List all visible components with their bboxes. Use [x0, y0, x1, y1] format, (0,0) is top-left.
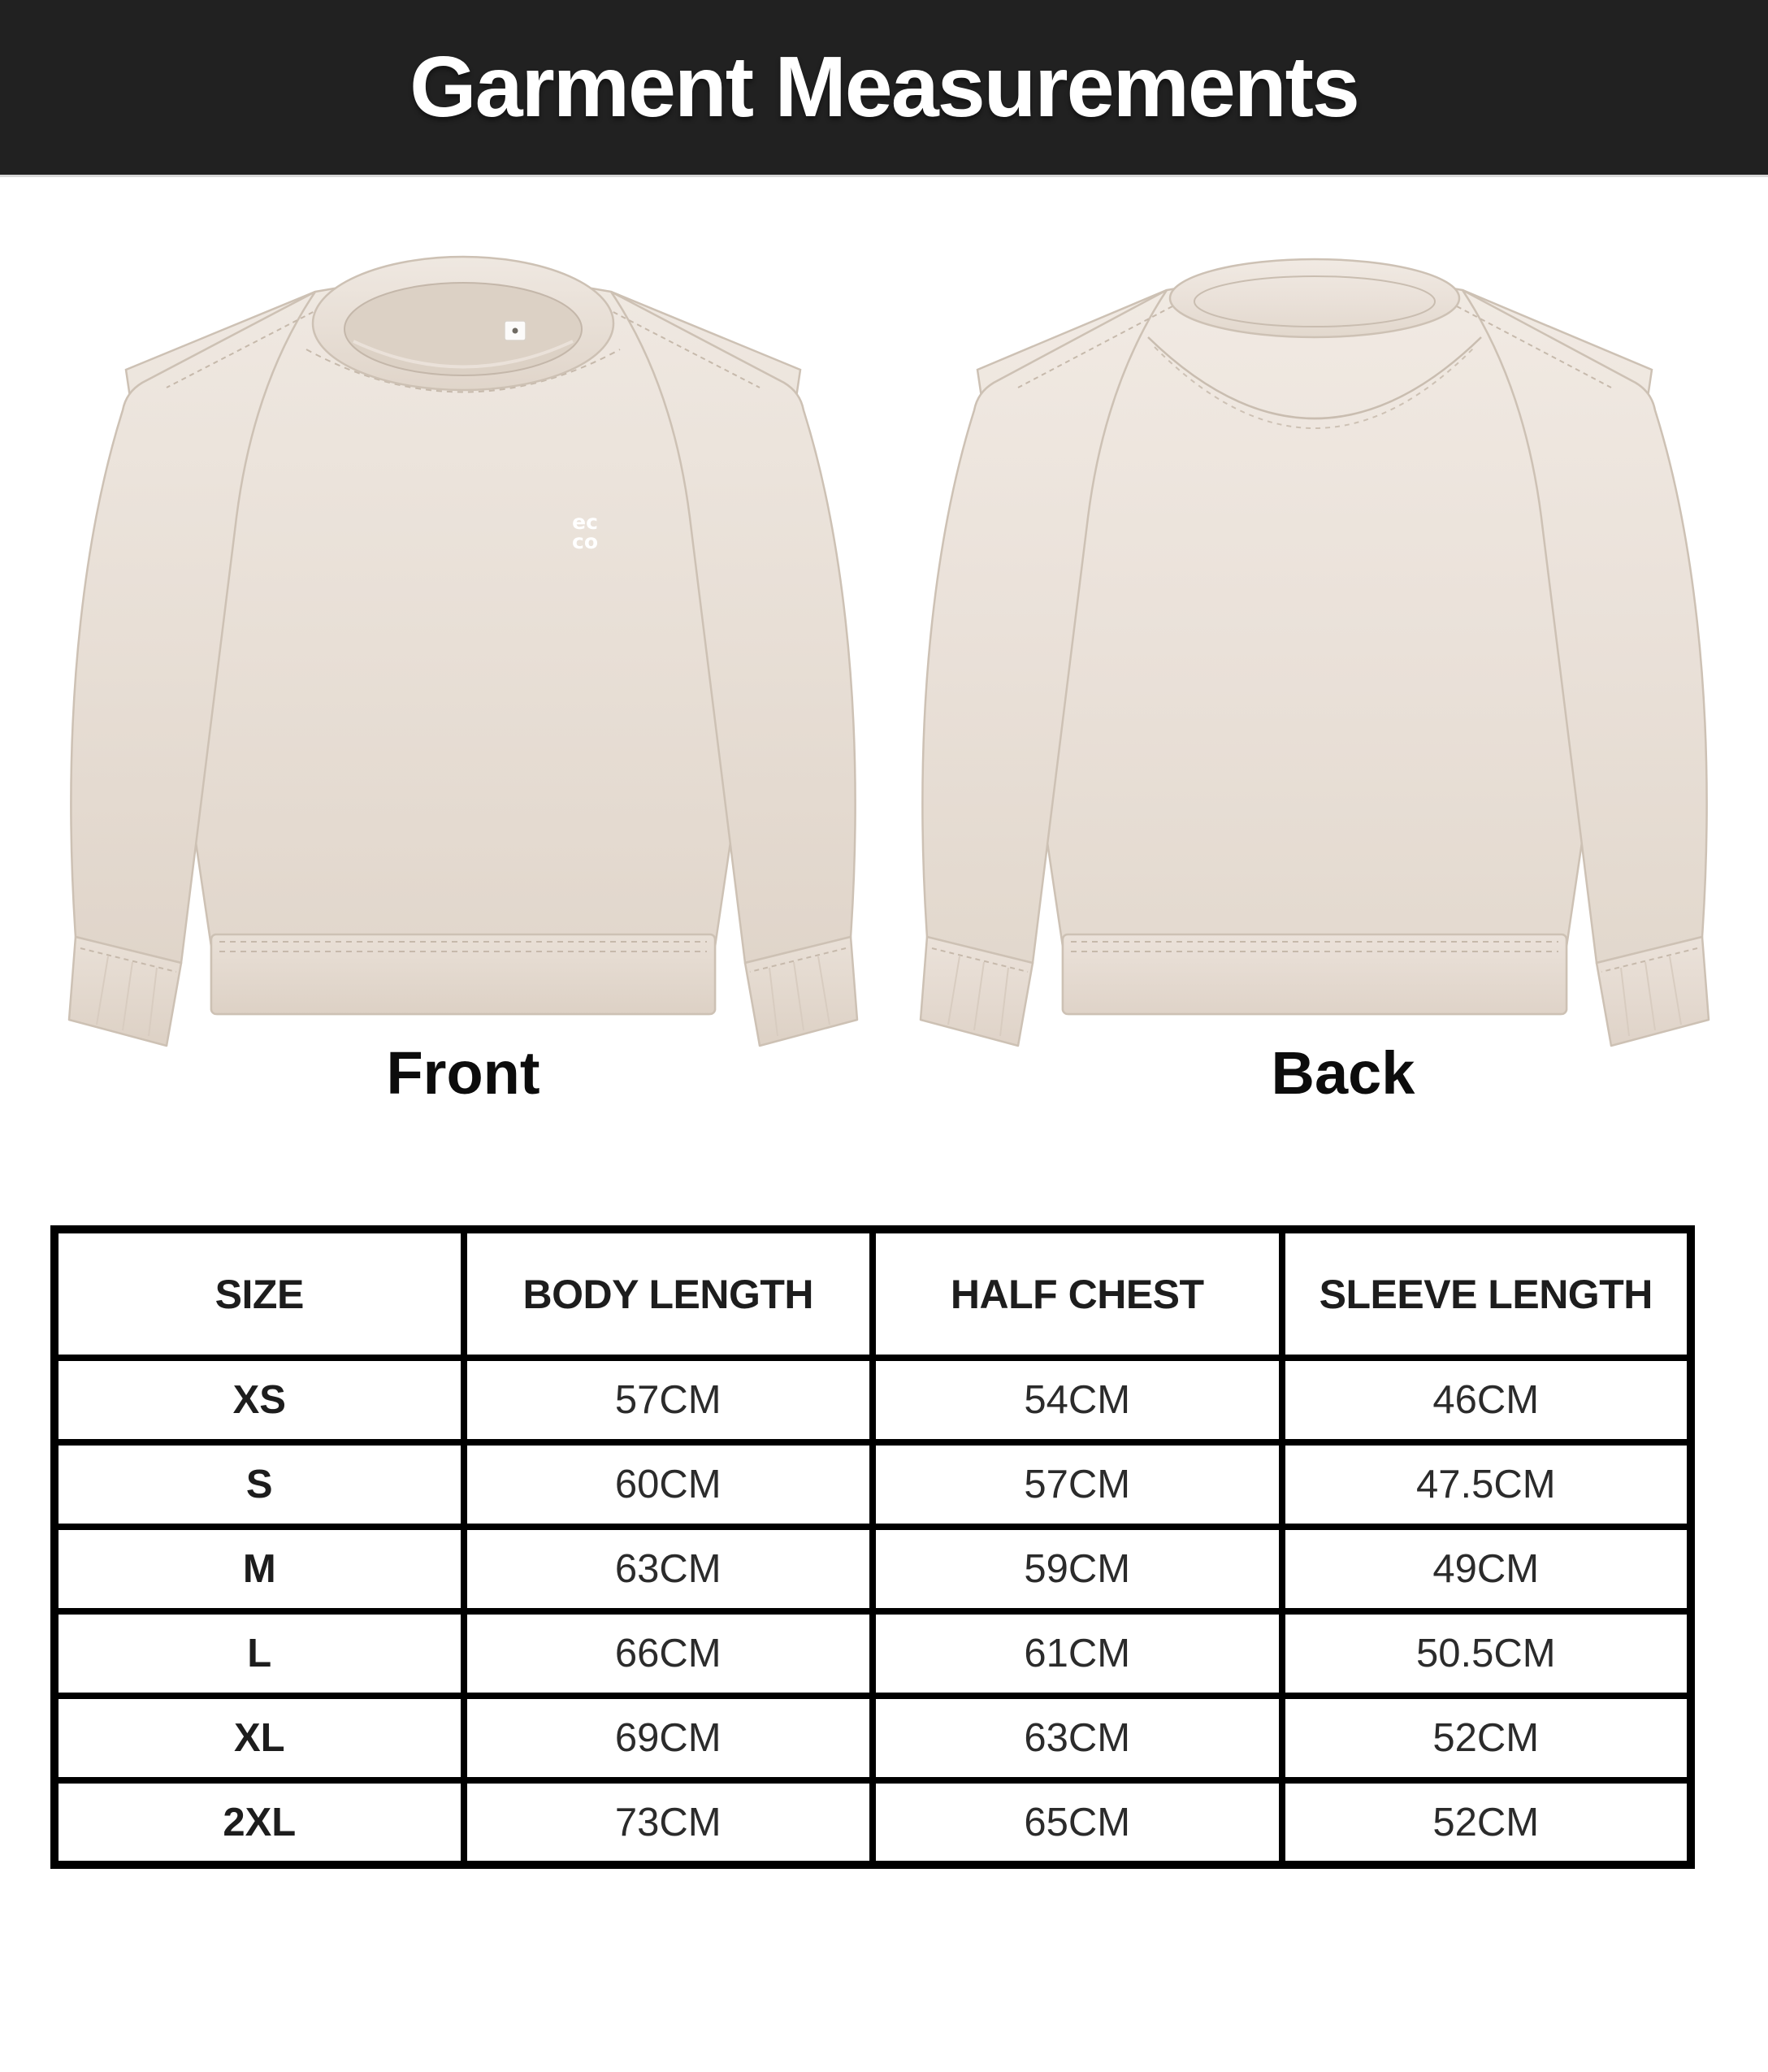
cell-half-chest: 57CM: [873, 1442, 1282, 1527]
cell-sleeve-length: 46CM: [1282, 1358, 1692, 1442]
table-row-xl: [54, 1696, 1691, 1780]
cell-body-length: 66CM: [464, 1611, 873, 1696]
cell-size: XL: [54, 1696, 464, 1780]
front-neck-opening: [344, 283, 582, 375]
cell-body-length: 63CM: [464, 1527, 873, 1611]
cell-half-chest: 59CM: [873, 1527, 1282, 1611]
header-bar: [0, 0, 1768, 177]
cell-size: XS: [54, 1358, 464, 1442]
front-view-label: Front: [386, 1039, 540, 1107]
cell-size: 2XL: [54, 1780, 464, 1865]
cell-size: L: [54, 1611, 464, 1696]
cell-sleeve-length: 52CM: [1282, 1780, 1692, 1865]
col-header-size: SIZE: [54, 1229, 464, 1358]
cell-sleeve-length: 52CM: [1282, 1696, 1692, 1780]
cell-body-length: 57CM: [464, 1358, 873, 1442]
cell-sleeve-length: 50.5CM: [1282, 1611, 1692, 1696]
svg-text:co: co: [572, 530, 598, 553]
cell-half-chest: 65CM: [873, 1780, 1282, 1865]
table-header-row: [54, 1229, 1691, 1358]
page-title: Garment Measurements: [410, 39, 1358, 135]
svg-text:ec: ec: [572, 510, 598, 534]
cell-body-length: 60CM: [464, 1442, 873, 1527]
cell-sleeve-length: 47.5CM: [1282, 1442, 1692, 1527]
size-chart-table: [50, 1225, 1695, 1869]
cell-size: M: [54, 1527, 464, 1611]
brand-logo-monogram: [572, 510, 598, 553]
cell-half-chest: 54CM: [873, 1358, 1282, 1442]
cell-half-chest: 63CM: [873, 1696, 1282, 1780]
cell-sleeve-length: 49CM: [1282, 1527, 1692, 1611]
neck-tag-dot: [513, 328, 518, 334]
back-view-label: Back: [1271, 1039, 1415, 1107]
col-header-half-chest: HALF CHEST: [873, 1229, 1282, 1358]
cell-half-chest: 61CM: [873, 1611, 1282, 1696]
cell-size: S: [54, 1442, 464, 1527]
front-garment-illustration: [45, 240, 882, 1056]
table-row-2xl: [54, 1780, 1691, 1865]
table-row-l: [54, 1611, 1691, 1696]
back-hem-band: [1063, 934, 1566, 1014]
table-row-xs: [54, 1358, 1691, 1442]
table-row-m: [54, 1527, 1691, 1611]
cell-body-length: 69CM: [464, 1696, 873, 1780]
back-garment-illustration: [904, 240, 1733, 1056]
col-header-body-length: BODY LENGTH: [464, 1229, 873, 1358]
back-collar: [1170, 259, 1459, 337]
cell-body-length: 73CM: [464, 1780, 873, 1865]
table-row-s: [54, 1442, 1691, 1527]
col-header-sleeve-length: SLEEVE LENGTH: [1282, 1229, 1692, 1358]
front-hem-band: [211, 934, 715, 1014]
